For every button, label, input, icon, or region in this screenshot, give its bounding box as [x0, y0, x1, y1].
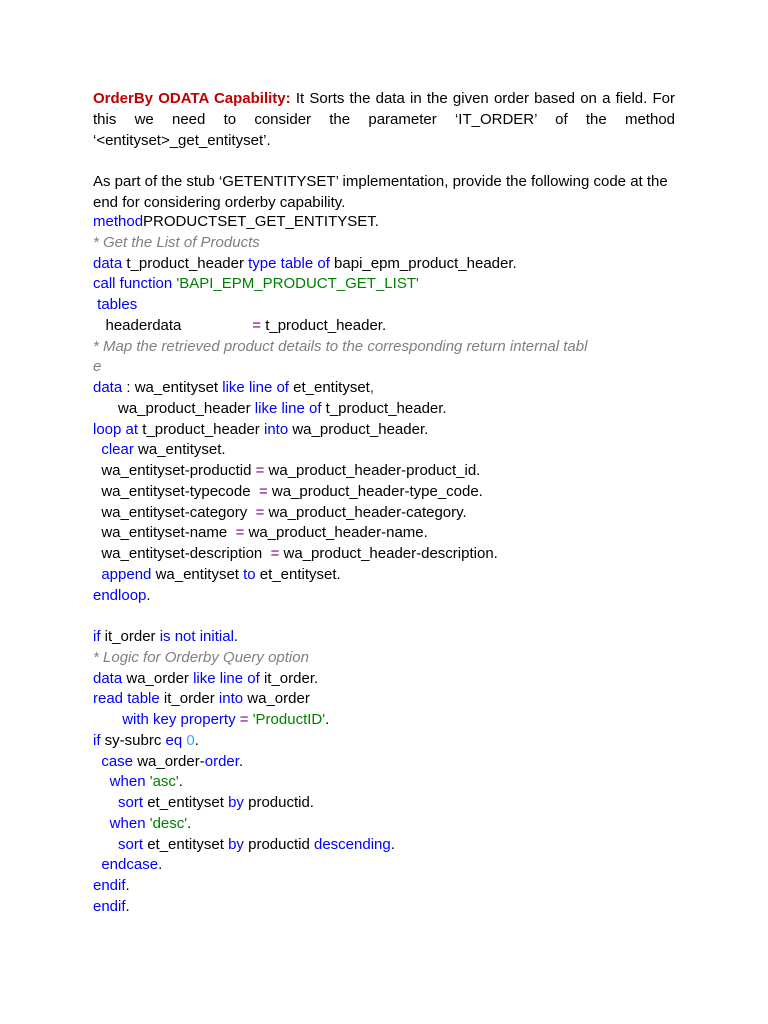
code-token: . — [390, 835, 395, 853]
code-token: method — [93, 213, 144, 230]
code-token: wa_product_header-name. — [244, 524, 428, 542]
code-line — [93, 565, 693, 586]
code-token: wa_entityset — [151, 565, 244, 583]
code-token: wa_entityset-productid — [93, 462, 256, 479]
code-token: . — [178, 773, 183, 791]
code-token: tables — [97, 296, 138, 313]
code-token: : wa_entityset — [122, 379, 223, 396]
code-line — [93, 648, 693, 669]
code-token: et_entityset — [143, 835, 229, 853]
code-token: property — [180, 711, 236, 728]
code-line — [93, 254, 693, 275]
code-token: data — [93, 379, 123, 396]
code-token: like line of — [254, 399, 322, 417]
code-token: et_entityset. — [255, 565, 341, 583]
code-line — [93, 627, 693, 648]
code-token: by — [228, 835, 244, 853]
code-token: t_product_header. — [261, 316, 387, 334]
code-token: . — [233, 628, 239, 645]
code-token: order — [204, 752, 239, 770]
code-token: , — [369, 379, 375, 396]
code-token: when — [109, 814, 146, 832]
code-token: t_product_header — [138, 420, 264, 438]
code-token: . — [146, 586, 151, 604]
code-token: = — [255, 503, 265, 521]
code-line — [93, 212, 693, 233]
code-token: wa_entityset-description — [93, 545, 271, 562]
code-token: = — [255, 462, 265, 479]
code-token: case — [101, 752, 134, 770]
code-token: endcase — [101, 856, 159, 874]
code-token: sort — [118, 794, 144, 811]
code-token: data — [93, 669, 123, 687]
code-token: wa_product_header-type_code. — [267, 482, 483, 500]
code-token: it_order. — [259, 669, 319, 687]
section-title-colon: : — [285, 90, 291, 107]
code-token: wa_product_header. — [288, 420, 429, 438]
code-token: wa_entityset-name — [93, 524, 236, 542]
code-token: . — [125, 877, 130, 894]
code-token — [93, 836, 118, 853]
code-token: if — [93, 731, 101, 749]
code-token: endloop — [93, 586, 147, 604]
code-token: to — [243, 565, 256, 583]
code-line — [93, 710, 693, 731]
code-line — [93, 295, 693, 316]
code-token — [93, 815, 110, 832]
code-token: into — [263, 420, 289, 438]
code-line — [93, 731, 693, 752]
code-token — [93, 773, 110, 790]
code-token: . — [187, 814, 192, 832]
code-line — [93, 357, 693, 378]
code-line — [93, 544, 693, 565]
code-token: by — [228, 794, 244, 811]
code-token: when — [109, 773, 146, 791]
code-token: call function — [93, 275, 173, 293]
code-token: wa_order — [122, 669, 194, 687]
code-line — [93, 855, 693, 876]
code-token: wa_order- — [133, 752, 205, 770]
code-token: * Map the retrieved product details to the corresponding return internal tabl — [93, 337, 588, 355]
code-token: if — [93, 628, 101, 645]
code-line — [93, 482, 693, 503]
code-token: = — [235, 524, 245, 542]
section-title: OrderBy ODATA Capability — [93, 90, 286, 107]
code-token: . — [238, 752, 244, 770]
code-token: = — [258, 482, 268, 500]
code-token: wa_entityset-category — [93, 503, 256, 521]
code-token: wa_product_header — [93, 399, 255, 417]
code-token: et_entityset — [288, 379, 370, 396]
code-token: 0 — [186, 731, 195, 749]
intro-paragraph — [93, 88, 675, 151]
code-line — [93, 378, 693, 399]
code-line — [93, 461, 693, 482]
code-token: with key — [122, 711, 177, 728]
code-token: = — [239, 711, 249, 728]
code-token: sy-subrc — [100, 731, 166, 749]
code-token: 'ProductID' — [252, 711, 326, 728]
code-token: into — [218, 690, 244, 708]
code-line — [93, 586, 693, 607]
code-token: read table — [93, 690, 160, 708]
code-token: append — [101, 565, 152, 583]
code-token: t_product_header. — [321, 399, 447, 417]
code-token: productid. — [243, 794, 314, 811]
code-token: = — [252, 316, 262, 334]
code-line — [93, 752, 693, 773]
code-token: wa_product_header-description. — [279, 545, 498, 562]
code-line — [93, 440, 693, 461]
code-token: * Logic for Orderby Query option — [93, 648, 309, 666]
code-token — [93, 711, 122, 728]
code-token: . — [158, 856, 163, 874]
code-line — [93, 523, 693, 544]
code-line — [93, 420, 693, 441]
code-token: et_entityset — [143, 794, 229, 811]
code-line — [93, 689, 693, 710]
code-token: clear — [101, 441, 134, 459]
code-line — [93, 814, 693, 835]
code-token: PRODUCTSET_GET_ENTITYSET. — [143, 213, 379, 230]
code-token: headerdata — [93, 316, 253, 334]
code-token: loop at — [93, 420, 139, 438]
code-token: . — [194, 731, 199, 749]
code-token: wa_entityset. — [133, 441, 226, 459]
code-line — [93, 606, 693, 627]
code-token: wa_order — [243, 690, 310, 708]
code-line — [93, 337, 693, 358]
code-token: . — [125, 897, 130, 915]
code-line — [93, 503, 693, 524]
code-token: wa_entityset-typecode — [93, 482, 259, 500]
code-line — [93, 897, 693, 918]
code-token: * Get the List of Products — [93, 233, 260, 251]
code-token: = — [270, 545, 280, 562]
code-token: wa_product_header-category. — [264, 503, 467, 521]
code-token — [93, 794, 118, 811]
code-token: is not initial — [159, 628, 234, 645]
code-token: eq — [165, 731, 183, 749]
code-line — [93, 669, 693, 690]
code-token: endif — [93, 897, 126, 915]
code-token: type table of — [248, 254, 330, 272]
code-line — [93, 274, 693, 295]
code-line — [93, 316, 693, 337]
code-token: 'BAPI_EPM_PRODUCT_GET_LIST' — [176, 275, 419, 293]
code-line — [93, 233, 693, 254]
code-line — [93, 793, 693, 814]
code-line — [93, 876, 693, 897]
code-token: e — [93, 358, 102, 376]
intro-text: It Sorts the data in the given order based on a field. For this we need to consider the parameter ‘IT_ORDER’ of the method ‘<entityset>_get_entityset’. — [93, 90, 675, 149]
code-line — [93, 772, 693, 793]
code-token: it_order — [100, 628, 160, 645]
code-block — [93, 212, 693, 918]
code-token: t_product_header — [122, 254, 249, 272]
code-line — [93, 835, 693, 856]
code-token: 'asc' — [149, 773, 179, 791]
code-token: . — [325, 711, 330, 728]
instruction-paragraph: As part of the stub ‘GETENTITYSET’ implementation, provide the following code at the end for considering orderby capability. — [93, 173, 668, 211]
code-token: productid — [243, 835, 314, 853]
code-token: wa_product_header-product_id. — [264, 462, 481, 479]
code-token: it_order — [159, 690, 219, 708]
code-line — [93, 399, 693, 420]
code-token: 'desc' — [149, 814, 188, 832]
code-token: like line of — [193, 669, 260, 687]
code-token: data — [93, 254, 123, 272]
code-token: sort — [118, 835, 144, 853]
code-token: like line of — [222, 379, 289, 396]
code-token: descending — [313, 835, 391, 853]
code-token: bapi_epm_product_header. — [329, 254, 517, 272]
code-token: endif — [93, 877, 126, 894]
